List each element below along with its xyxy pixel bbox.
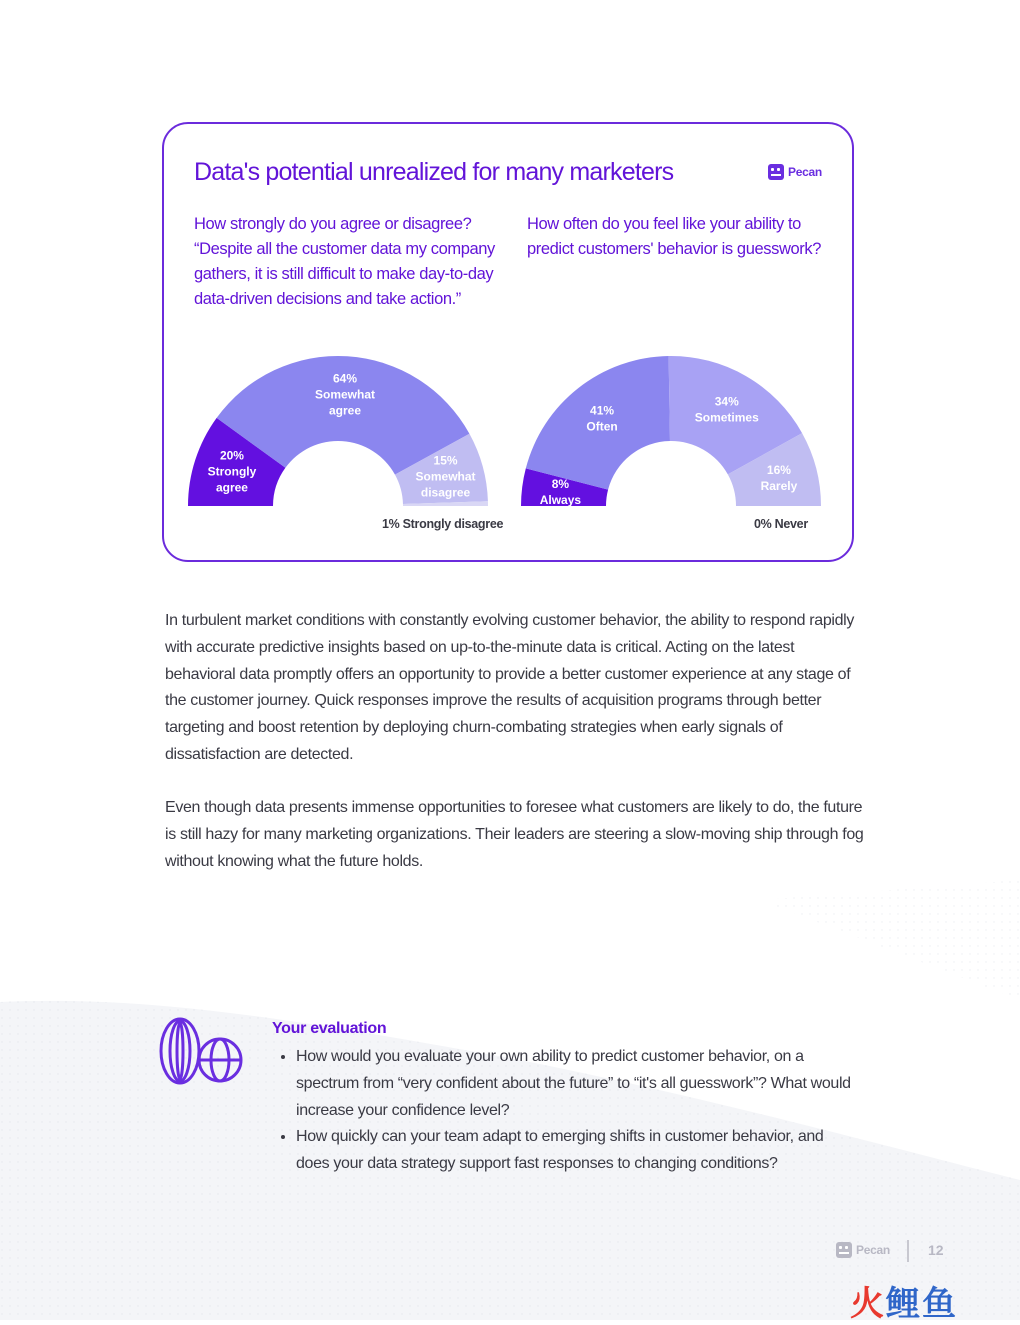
chart-outside-label: 0% Never	[754, 517, 808, 531]
footer-pecan-logo	[836, 1242, 890, 1258]
crystal-ball-globe-icon	[158, 1015, 246, 1089]
question-agree-disagree: How strongly do you agree or disagree? “Despite all the customer data my company gathers, it is still difficult to make day-to-day data-driven decisions and take action.”	[194, 215, 495, 308]
half-donut-chart-agreement	[188, 350, 518, 515]
page-number: 12	[928, 1242, 944, 1258]
slice-label: 16% Rarely	[760, 462, 798, 493]
evaluation-item: • How would you evaluate your own ability to predict customer behavior, on a spectrum from “very confident about the future” to “it's all guesswork”? What would increase your confidence level?	[296, 1044, 856, 1124]
slice-label: 41% Often	[586, 403, 618, 434]
slice-label: 8% Always	[539, 476, 582, 507]
question-guesswork: How often do you feel like your ability to predict customers' behavior is guesswork?	[527, 215, 821, 258]
card-title: Data's potential unrealized for many marketers	[194, 158, 674, 186]
footer-pecan-logo-icon	[836, 1242, 852, 1258]
slice-label: 64% Somewhat agree	[314, 371, 376, 418]
watermark-char: 鲤鱼	[886, 1285, 958, 1323]
footer-divider	[907, 1240, 909, 1262]
pecan-logo	[768, 164, 822, 180]
chart-outside-label: 1% Strongly disagree	[382, 517, 504, 531]
evaluation-item: • How quickly can your team adapt to emerging shifts in customer behavior, and does your data strategy support fast responses to changing conditions?	[296, 1124, 856, 1178]
evaluation-title: Your evaluation	[272, 1020, 387, 1037]
half-donut-chart-guesswork	[521, 350, 851, 515]
body-paragraph: Even though data presents immense opportunities to foresee what customers are likely to do, the future is still hazy for many marketing organizations. Their leaders are steering a slow-moving ship through fog without knowing what the future holds.	[165, 799, 864, 870]
slice-label: 34% Sometimes	[694, 394, 759, 425]
evaluation-list	[280, 1044, 856, 1178]
pecan-logo-text: Pecan	[788, 165, 822, 179]
watermark-char: 火	[850, 1285, 886, 1323]
slice-label: 20% Strongly agree	[207, 448, 257, 495]
body-paragraph: In turbulent market conditions with constantly evolving customer behavior, the ability to respond rapidly with accurate predictive insights based on up-to-the-minute data is critical. Acting on the latest behavioral data promptly offers an opportunity to provide a better customer experience at any stage of the customer journey. Quick responses improve the results of acquisition programs through better targeting and boost retention by deploying churn-combating strategies when early signals of dissatisfaction are detected.	[165, 612, 854, 763]
slice-label: 15% Somewhat disagree	[415, 453, 476, 500]
watermark	[850, 1276, 958, 1325]
pecan-logo-icon	[768, 164, 784, 180]
footer-pecan-logo-text: Pecan	[856, 1243, 890, 1257]
